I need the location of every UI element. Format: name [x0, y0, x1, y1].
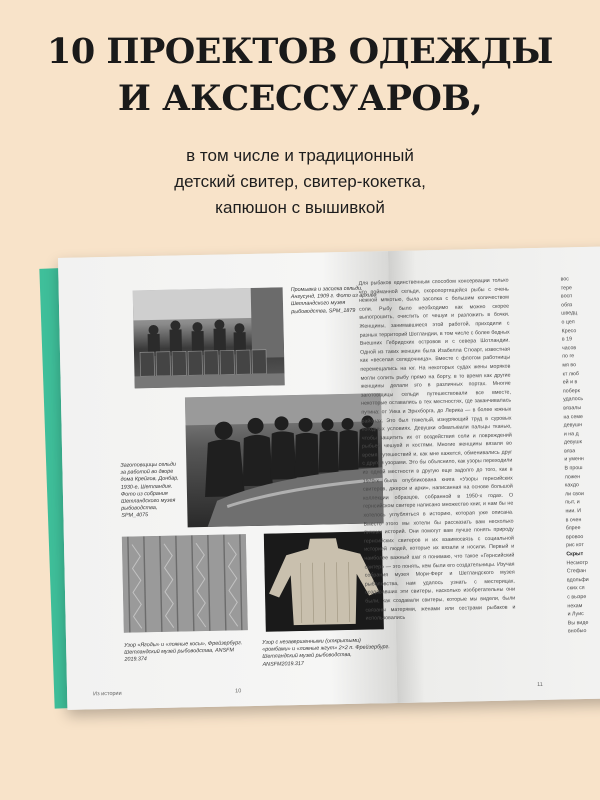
right-text-fragment: вровоо [565, 533, 584, 541]
right-text-fragment: ей и в [562, 379, 578, 386]
right-page-text-fragments [560, 274, 600, 675]
herring-barrels-caption: Промывка и засолка сельди. Ангусунд, 1909 г. Фото из архива Шетландского музея рыбоводства, SPM_1879 [290, 285, 377, 315]
subtitle-line-1: в том числе и традиционный [186, 146, 414, 165]
right-text-fragment: Скрыт [566, 551, 584, 558]
left-page [58, 251, 397, 710]
right-text-fragment: пыт, и [565, 499, 580, 506]
right-text-fragment: поберк [562, 387, 580, 395]
subtitle-line-2: детский свитер, свитер-кокетка, [174, 172, 426, 191]
right-text-fragment: Вы виде [567, 619, 589, 627]
page-number-right: 11 [536, 681, 543, 689]
right-text-fragment: тере [560, 284, 573, 292]
page-subtitle [0, 143, 600, 221]
right-text-fragment: Несмотр [566, 559, 588, 567]
right-text-fragment: ли свои [564, 490, 584, 498]
right-text-fragment: и уменн [564, 456, 584, 463]
right-text-fragment: мя во [562, 362, 577, 369]
right-text-fragment: по ге [562, 353, 575, 360]
right-text-fragment: с вызре [567, 593, 587, 601]
right-text-fragment: нехам [567, 602, 583, 609]
right-text-fragment: нии. И [565, 508, 582, 515]
right-text-fragment: часов [561, 344, 577, 352]
right-text-fragment: вдольфи [566, 576, 589, 584]
right-text-fragment: и Луис [567, 611, 584, 618]
knit-pattern-illustration [122, 534, 248, 633]
right-text-fragment: вос [560, 276, 569, 283]
knit-swatch-caption: Узор «Ягоды» и «ложные косы», Фрейзербург. Шетландский музей рыбоводства, ANSFM 2019.374 [124, 640, 243, 664]
right-text-fragment: Кресо [561, 327, 577, 335]
right-text-fragment: В прош [564, 465, 583, 472]
right-text-fragment: о цел [561, 319, 575, 326]
page-headline [0, 28, 600, 122]
right-text-fragment: кахдо [564, 482, 580, 489]
right-text-fragment: восп [560, 293, 573, 300]
subtitle-line-3: капюшон с вышивкой [215, 198, 385, 217]
right-text-fragment: ложен [564, 473, 581, 481]
body-text-column: Для рыбаков единственным способом консервации только что пойманной сельди, скоропортящейся рыбы с очень нежной мякотью, была засолка с большим количеством соли. Рыбу было необходимо как можно скорее выпотрошить, очистить от чешуи и разложить в бочки. Женщины, занимавшиеся этой работой, приходили с разных территорий Шотландии, в том числе с более бедных Внешних Гебридских островов и с севера Шотландии. Одной из таких женщин была Изабелла Стюарт, известная как «веселая селедочница». Вместе с флотом работницы перемещались на юг. На некоторых судах жены моряков могли солить рыбу прямо на борту, в то время как другие женщины делали это в различных портах. Многие заготовщицы сельди путешествовали все вместе, некоторые оставались в тех местностях, где заканчивалась путина: от Уика и Эрнхборга, до Лерика — в более южных районах. Это был тяжелый, изнуряющий труд в суровых погодных условиях. Девушки обматывали пальцы тканью, чтобы защитить их от воздействия соли и повреждений рыбьей чешуей и костями. Многие женщины вязали во время путешествий и, как мне кажется, обменивались друг с другом узорами. Это бы объяснило, как узоры переходили из одной местности в другую еще задолго до того, как в 1970-х была опубликована книга «Узоры гернсийских свитеров, джерси и арки», написанная на основе большой коллекции образцов, собранной в 1950-х годах. О гернсийском свитере написано множество книг, и нам бы не хотелось углубляться в историю, которая уже описана. Вместо этого мы хотели бы рассказать вам несколько личных историй. Они помогут вам лучше понять природу гернсийских свитеров и их взаимосвязь с социальной историей людей, которые их вязали и носили. Первый и наиболее важный шаг я понимаю, что такое «Гернсийский свитер» — это понять, кем были его создательницы. Изучая собрания музея Мори-Ферт и Шетландского музея рыболовства, нам удалось узнать с местерицах, создававших эти свитеры, насколько изобретательны они были, как создавали свитеры, которые мы видели, были связаны матерями, женами или сестрами рыбаков и использовались [358, 277, 516, 622]
section-label: Из истории [93, 690, 122, 698]
herring-barrels-illustration [133, 287, 285, 388]
right-text-fragment: обяз [561, 302, 573, 309]
right-text-fragment: вязалы [563, 404, 582, 412]
page-number-left: 10 [235, 688, 242, 695]
right-text-fragment: девушн [563, 422, 583, 429]
herring-barrels-photo [133, 287, 285, 388]
right-text-fragment: блрее [565, 525, 581, 532]
right-text-fragment: Стефан [566, 568, 587, 575]
right-text-fragment: рис кот [566, 542, 584, 549]
right-text-fragment: девушк [563, 439, 582, 446]
sweater-caption: Узор с незавершенными (открытыми) «ромбами» и «ложные жгут» 2×2 п. Фрейзербург. Шетландский музей рыбоводства, ANSFM2019.317 [262, 637, 390, 668]
right-text-fragment: в очен [565, 516, 582, 524]
herring-workers-photo [185, 393, 384, 527]
right-text-fragment: внобыо [567, 628, 587, 635]
right-page [358, 246, 600, 703]
right-text-fragment: кт люб [562, 370, 579, 377]
herring-workers-caption: Заготовщицы сельди за работой во дворе дома Крейгов, Донбар, 1930-е, Шетландия. Фото из собрания Шетландского музея рыбоводства, SPM_4075 [120, 461, 179, 520]
headline-line-1: 10 ПРОЕКТОВ ОДЕЖДЫ [47, 31, 553, 72]
right-text-fragment: шведц [561, 310, 578, 317]
right-text-fragment: вяза [564, 448, 576, 455]
book-spread [58, 246, 600, 710]
right-text-fragment: удалось [563, 396, 584, 403]
right-text-fragment: и на д [563, 430, 579, 438]
headline-line-2: И АКСЕССУАРОВ, [117, 78, 483, 119]
right-text-fragment: на семе [563, 413, 584, 420]
right-text-fragment: в 19 [561, 336, 573, 343]
herring-workers-illustration [185, 393, 384, 527]
right-text-fragment: ских ся [566, 585, 585, 592]
knit-swatch-photo [122, 534, 248, 633]
